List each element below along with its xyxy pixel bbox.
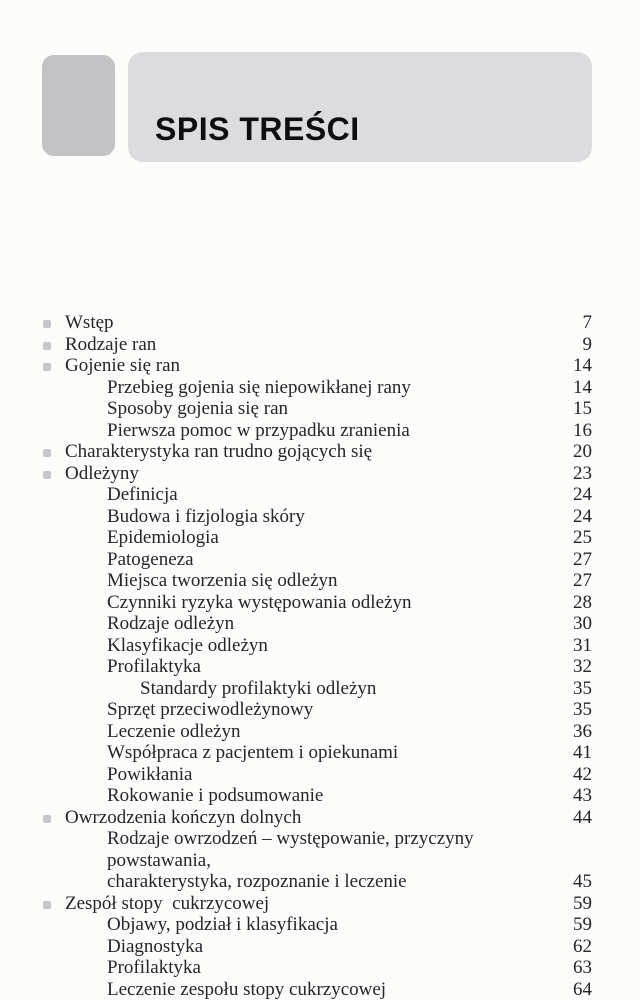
toc-entry-label: Wstęp — [65, 312, 114, 333]
toc-entry-page: 31 — [573, 634, 592, 656]
toc-entry-label: Diagnostyka — [107, 935, 204, 957]
toc-entry — [42, 506, 592, 528]
bullet-square-icon — [43, 320, 51, 328]
toc-entry-label: Sposoby gojenia się ran — [107, 398, 289, 419]
toc-entry-page: 24 — [573, 505, 592, 527]
bullet-square-icon — [43, 901, 51, 909]
toc-entry — [42, 979, 592, 1000]
toc-entry-label: Profilaktyka — [107, 656, 201, 677]
toc-entry — [42, 613, 592, 635]
toc-entry-label: Czynniki ryzyka występowania odleżyn — [107, 591, 412, 613]
bullet-square-icon — [43, 363, 51, 371]
toc-entry-page: 35 — [573, 699, 592, 720]
toc-entry-label: Patogeneza — [107, 548, 194, 570]
toc-entry-page: 44 — [573, 806, 592, 828]
header-left-block — [42, 55, 115, 156]
toc-entry-label: Sprzęt przeciwodleżynowy — [107, 699, 314, 720]
toc-entry — [42, 377, 592, 399]
toc-entry — [42, 678, 592, 700]
toc-entry — [42, 764, 592, 786]
toc-entry — [42, 441, 592, 463]
toc-entry-label: Przebieg gojenia się niepowikłanej rany — [107, 376, 411, 398]
toc-entry-label: Rodzaje owrzodzeń – występowanie, przyczyny powstawania, — [107, 828, 479, 871]
toc-entry-page: 36 — [573, 720, 592, 742]
toc-entry-label: Leczenie zespołu stopy cukrzycowej — [107, 978, 387, 1000]
toc-entry-label: Standardy profilaktyki odleżyn — [140, 677, 377, 699]
toc-entry-page: 59 — [573, 914, 592, 935]
toc-entry — [42, 570, 592, 592]
toc-entry — [42, 957, 592, 979]
toc-entry — [42, 527, 592, 549]
toc-entry-label: Rodzaje ran — [65, 333, 157, 355]
toc-entry-page: 35 — [573, 677, 592, 699]
toc-entry-label: Owrzodzenia kończyn dolnych — [65, 806, 302, 828]
toc-entry-page: 27 — [573, 570, 592, 591]
toc-entry — [42, 871, 592, 893]
toc-entry-page: 25 — [573, 527, 592, 548]
toc-entry-page: 27 — [573, 548, 592, 570]
header-title-block — [128, 52, 592, 162]
toc-entry-page: 14 — [573, 355, 592, 376]
toc-entry-page: 7 — [582, 312, 592, 333]
toc-entry-page: 59 — [573, 892, 592, 914]
toc-entry — [42, 785, 592, 807]
toc-entry-label: Profilaktyka — [107, 957, 201, 978]
toc-entry-label: Rokowanie i podsumowanie — [107, 785, 324, 806]
toc-entry — [42, 592, 592, 614]
toc-entry — [42, 656, 592, 678]
toc-entry-label: Odleżyny — [65, 462, 139, 484]
toc-entry-label: Klasyfikacje odleżyn — [107, 634, 268, 656]
toc-entry — [42, 635, 592, 657]
toc-entry-label: Definicja — [107, 484, 178, 505]
toc-entry-label: Leczenie odleżyn — [107, 720, 241, 742]
toc-entry-page: 24 — [573, 484, 592, 505]
toc-entry — [42, 828, 592, 871]
toc-entry — [42, 721, 592, 743]
toc-entry-label: Gojenie się ran — [65, 355, 181, 376]
toc-entry-page: 9 — [582, 333, 592, 355]
toc-entry-label: Miejsca tworzenia się odleżyn — [107, 570, 338, 591]
toc-entry-label: Powikłania — [107, 763, 193, 785]
toc-entry-page: 64 — [573, 978, 592, 1000]
toc-entry-page: 42 — [573, 763, 592, 785]
toc-entry — [42, 420, 592, 442]
toc-entry-label: Charakterystyka ran trudno gojących się — [65, 441, 373, 462]
page-title: SPIS TREŚCI — [155, 111, 360, 147]
bullet-square-icon — [43, 471, 51, 479]
toc-entry — [42, 355, 592, 377]
toc-entry-page: 28 — [573, 591, 592, 613]
toc-entry-label: Współpraca z pacjentem i opiekunami — [107, 742, 399, 763]
toc-entry-page: 45 — [573, 871, 592, 892]
toc-entry — [42, 742, 592, 764]
toc-entry-page: 30 — [573, 613, 592, 634]
toc-entry-label: Objawy, podział i klasyfikacja — [107, 914, 338, 935]
toc-entry-page: 16 — [573, 419, 592, 441]
toc-entry — [42, 463, 592, 485]
bullet-square-icon — [43, 815, 51, 823]
toc-entry-page: 32 — [573, 656, 592, 677]
toc-entry-label: Pierwsza pomoc w przypadku zranienia — [107, 419, 410, 441]
bullet-square-icon — [43, 342, 51, 350]
toc-entry — [42, 312, 592, 334]
bullet-square-icon — [43, 449, 51, 457]
toc-entry — [42, 914, 592, 936]
toc-entry-page: 14 — [573, 376, 592, 398]
toc-entry-page: 41 — [573, 742, 592, 763]
toc-entry — [42, 699, 592, 721]
toc-entry-label: Rodzaje odleżyn — [107, 613, 235, 634]
toc-entry — [42, 549, 592, 571]
toc-entry-page: 62 — [573, 935, 592, 957]
toc-entry-label: charakterystyka, rozpoznanie i leczenie — [107, 871, 407, 892]
toc-entry — [42, 936, 592, 958]
toc-entry-label: Zespół stopy cukrzycowej — [65, 892, 270, 914]
toc-entry — [42, 893, 592, 915]
toc-entry — [42, 334, 592, 356]
toc-entry — [42, 484, 592, 506]
toc-entry-page: 20 — [573, 441, 592, 462]
toc-entry-page: 63 — [573, 957, 592, 978]
toc-entry-page: 23 — [573, 462, 592, 484]
toc-entry-page: 15 — [573, 398, 592, 419]
toc-list — [42, 312, 592, 1000]
toc-entry-label: Epidemiologia — [107, 527, 219, 548]
toc-entry — [42, 807, 592, 829]
toc-entry — [42, 398, 592, 420]
toc-entry-label: Budowa i fizjologia skóry — [107, 505, 305, 527]
toc-entry-page: 43 — [573, 785, 592, 806]
